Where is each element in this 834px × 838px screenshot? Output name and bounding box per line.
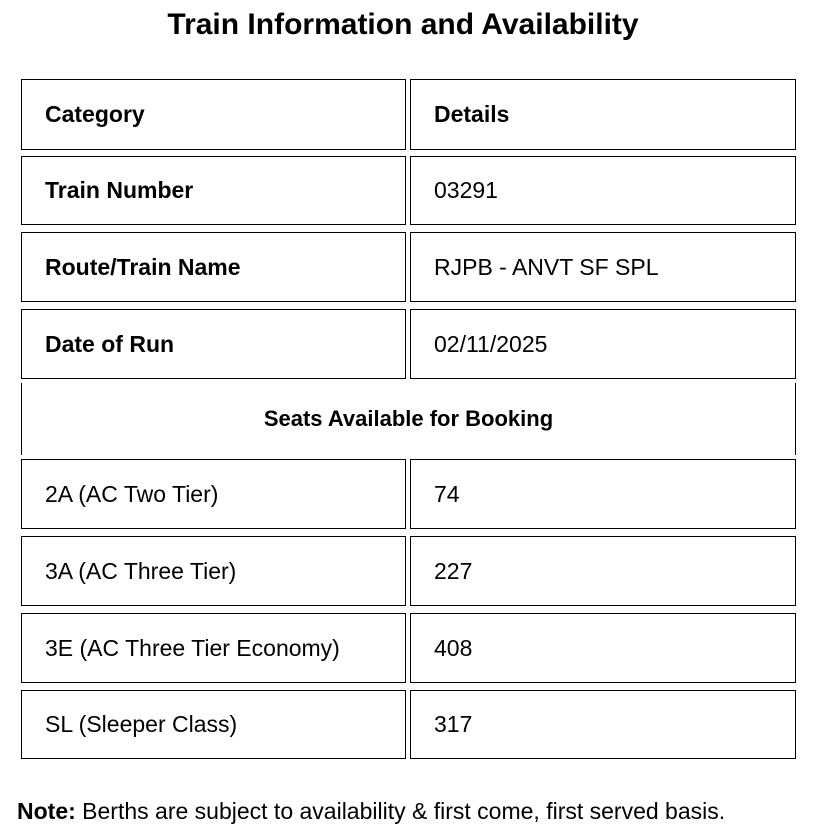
seat-count-2a: 74 xyxy=(410,459,796,529)
seat-count-3a: 227 xyxy=(410,536,796,606)
row-value-train-number: 03291 xyxy=(410,156,796,225)
seats-section-heading: Seats Available for Booking xyxy=(21,383,796,455)
seat-class-sl: SL (Sleeper Class) xyxy=(21,690,406,759)
seat-class-2a: 2A (AC Two Tier) xyxy=(21,459,406,529)
row-label-date-of-run: Date of Run xyxy=(21,309,406,379)
seat-count-3e: 408 xyxy=(410,613,796,683)
footnote xyxy=(17,794,725,828)
seat-count-sl: 317 xyxy=(410,690,796,759)
seat-class-3a: 3A (AC Three Tier) xyxy=(21,536,406,606)
row-label-train-number: Train Number xyxy=(21,156,406,225)
row-value-date-of-run: 02/11/2025 xyxy=(410,309,796,379)
table-header-details: Details xyxy=(410,79,796,150)
table-header-category: Category xyxy=(21,79,406,150)
row-label-route-train-name: Route/Train Name xyxy=(21,232,406,302)
note-text: Berths are subject to availability & first come, first served basis. xyxy=(75,798,726,824)
seat-class-3e: 3E (AC Three Tier Economy) xyxy=(21,613,406,683)
note-label: Note: xyxy=(17,798,76,824)
page-title: Train Information and Availability xyxy=(167,8,639,41)
row-value-route-train-name: RJPB - ANVT SF SPL xyxy=(410,232,796,302)
